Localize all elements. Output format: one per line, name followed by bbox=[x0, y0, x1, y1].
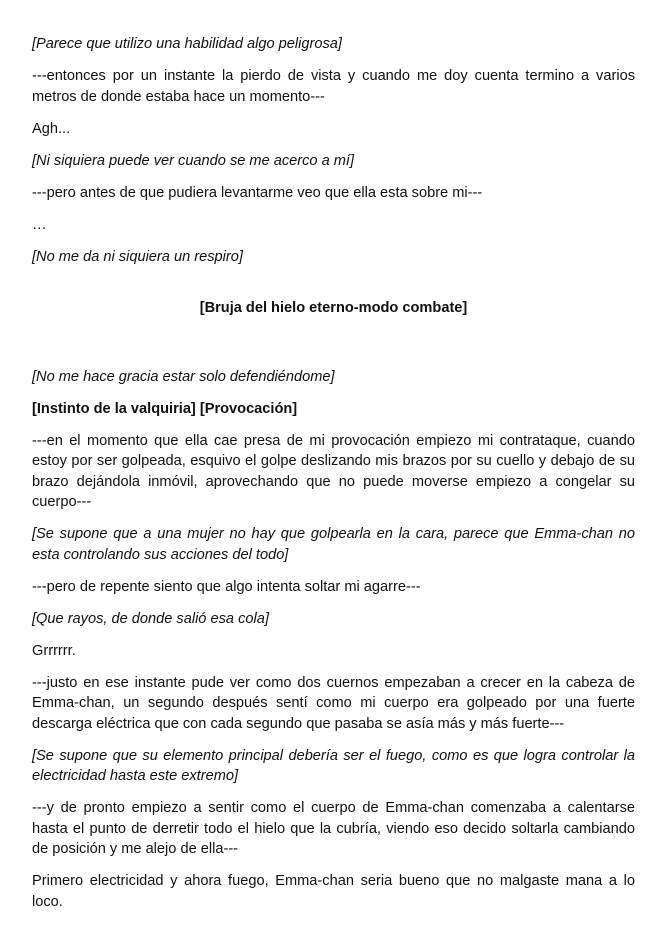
paragraph-thought: [Se supone que su elemento principal debería ser el fuego, como es que logra controlar la electricidad hasta este extremo] bbox=[32, 747, 635, 784]
paragraph-thought: [Parece que utilizo una habilidad algo peligrosa] bbox=[32, 36, 342, 52]
paragraph: ---pero antes de que pudiera levantarme veo que ella esta sobre mi--- bbox=[32, 184, 483, 201]
paragraph: ---y de pronto empiezo a sentir como el cuerpo de Emma-chan comenzaba a calentarse hasta el punto de derretir todo el hielo que la cubría, viendo eso decido soltarla cambiando de posición y me alejo de ella--- bbox=[32, 800, 635, 857]
paragraph: Agh... bbox=[32, 120, 71, 137]
paragraph-thought: [Ni siquiera puede ver cuando se me acerco a mí] bbox=[32, 152, 355, 169]
paragraph: Primero electricidad y ahora fuego, Emma-chan seria bueno que no malgaste mana a lo loco. bbox=[32, 873, 635, 910]
paragraph: ---entonces por un instante la pierdo de vista y cuando me doy cuenta termino a varios metros de donde estaba hace un momento--- bbox=[32, 68, 635, 105]
paragraph-skill-names: [Instinto de la valquiria] [Provocación] bbox=[32, 400, 298, 417]
paragraph-thought: [No me hace gracia estar solo defendiéndome] bbox=[32, 368, 335, 385]
paragraph: Grrrrrr. bbox=[32, 642, 76, 659]
paragraph: ---en el momento que ella cae presa de mi provocación empiezo mi contrataque, cuando estoy por ser golpeada, esquivo el golpe deslizando mis brazos por su cuello y debajo de su brazo dejándola inmóvil, aprovechando que no puede moverse empiezo a congelar su cuerpo--- bbox=[32, 432, 635, 510]
paragraph-thought: [No me da ni siquiera un respiro] bbox=[32, 248, 243, 265]
paragraph: ---pero de repente siento que algo intenta soltar mi agarre--- bbox=[32, 578, 421, 595]
paragraph-thought: [Se supone que a una mujer no hay que golpearla en la cara, parece que Emma-chan no esta controlando sus acciones del todo] bbox=[32, 526, 635, 563]
paragraph-thought: [Que rayos, de donde salió esa cola] bbox=[32, 610, 269, 627]
section-heading: [Bruja del hielo eterno-modo combate] bbox=[199, 300, 468, 316]
paragraph: ---justo en ese instante pude ver como dos cuernos empezaban a crecer en la cabeza de Emma-chan, un segundo después sentí como mi cuerpo era golpeado por una fuerte descarga eléctrica que con cada segundo que pasaba se asía más y más fuerte--- bbox=[32, 674, 635, 732]
paragraph: … bbox=[32, 216, 47, 233]
